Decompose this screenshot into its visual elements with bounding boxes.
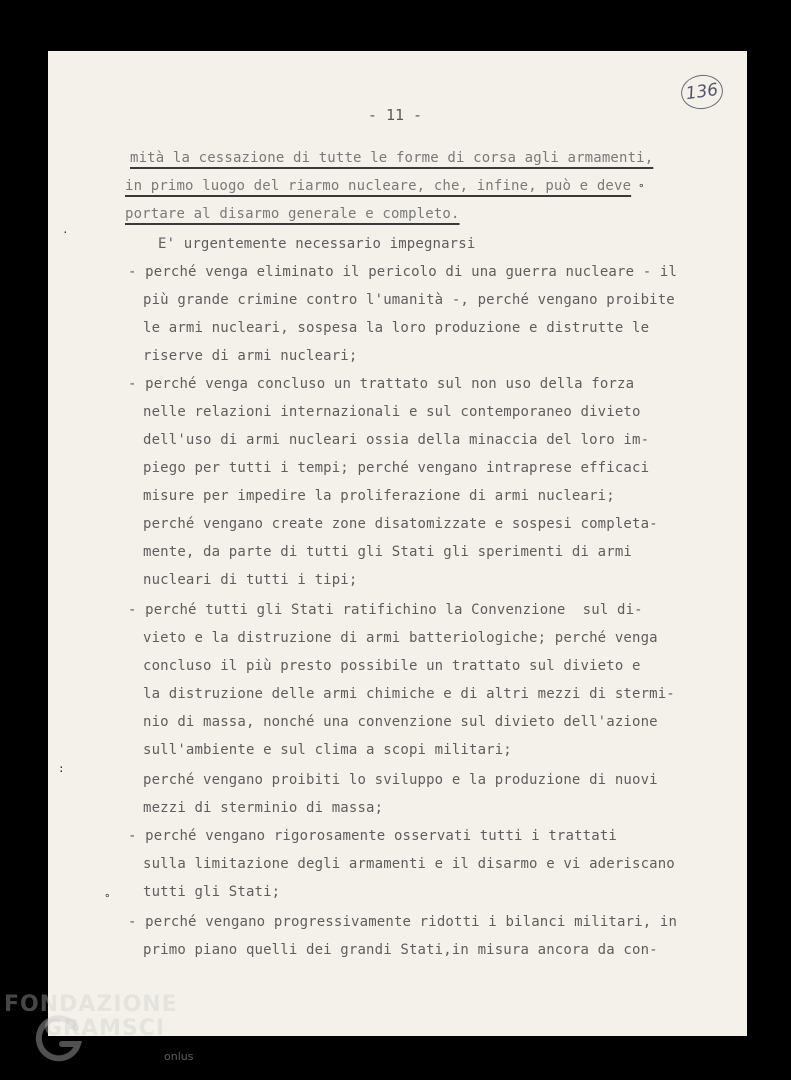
stray-mark: : (58, 762, 65, 775)
text-line: primo piano quelli dei grandi Stati,in misura ancora da con- (143, 942, 658, 958)
text-line: la distruzione delle armi chimiche e di altri mezzi di stermi- (143, 686, 675, 702)
fondazione-gramsci-watermark (4, 990, 204, 1070)
text-line-underlined: portare al disarmo generale e completo. (125, 206, 460, 222)
text-line: mezzi di sterminio di massa; (143, 800, 384, 816)
watermark-suffix: onlus (164, 1050, 194, 1063)
text-line: concluso il più presto possibile un trattato sul divieto e (143, 658, 641, 674)
text-line: mente, da parte di tutti gli Stati gli sperimenti di armi (143, 544, 632, 560)
text-line: sulla limitazione degli armamenti e il disarmo e vi aderiscano (143, 856, 675, 872)
text-line: nucleari di tutti i tipi; (143, 572, 358, 588)
text-line: vieto e la distruzione di armi batteriologiche; perché venga (143, 630, 658, 646)
text-line: - perché tutti gli Stati ratifichino la Convenzione sul di- (128, 602, 643, 618)
watermark-title: FONDAZIONE (4, 992, 178, 1017)
text-line: perché vengano proibiti lo sviluppo e la produzione di nuovi (143, 772, 658, 788)
text-line: perché vengano create zone disatomizzate e sospesi completa- (143, 516, 658, 532)
text-line-underlined: mità la cessazione di tutte le forme di corsa agli armamenti, (130, 150, 654, 166)
text-line: tutti gli Stati; (143, 884, 281, 900)
stray-mark: ° (638, 182, 645, 195)
page-number: - 11 - (367, 106, 423, 124)
text-line: - perché vengano progressivamente ridotti i bilanci militari, in (128, 914, 678, 930)
watermark-subtitle: GRAMSCI (44, 1016, 166, 1041)
text-line: dell'uso di armi nucleari ossia della minaccia del loro im- (143, 432, 650, 448)
text-line: riserve di armi nucleari; (143, 348, 358, 364)
text-line: le armi nucleari, sospesa la loro produzione e distrutte le (143, 320, 650, 336)
text-line: piego per tutti i tempi; perché vengano intraprese efficaci (143, 460, 650, 476)
stray-mark: · (62, 226, 69, 239)
text-line: nelle relazioni internazionali e sul contemporaneo divieto (143, 404, 641, 420)
text-line: E' urgentemente necessario impegnarsi (158, 236, 476, 252)
text-line: nio di massa, nonché una convenzione sul divieto dell'azione (143, 714, 658, 730)
text-line: - perché vengano rigorosamente osservati tutti i trattati (128, 828, 617, 844)
text-line: più grande crimine contro l'umanità -, perché vengano proibite (143, 292, 675, 308)
text-line: misure per impedire la proliferazione di armi nucleari; (143, 488, 615, 504)
text-line: - perché venga eliminato il pericolo di una guerra nucleare - il (128, 264, 678, 280)
text-line-underlined: in primo luogo del riarmo nucleare, che, infine, può e deve (125, 178, 632, 194)
stray-mark: ° (104, 892, 111, 905)
archive-number-stamp: 136 (679, 72, 725, 112)
text-line: - perché venga concluso un trattato sul non uso della forza (128, 376, 635, 392)
text-line: sull'ambiente e sul clima a scopi militari; (143, 742, 512, 758)
